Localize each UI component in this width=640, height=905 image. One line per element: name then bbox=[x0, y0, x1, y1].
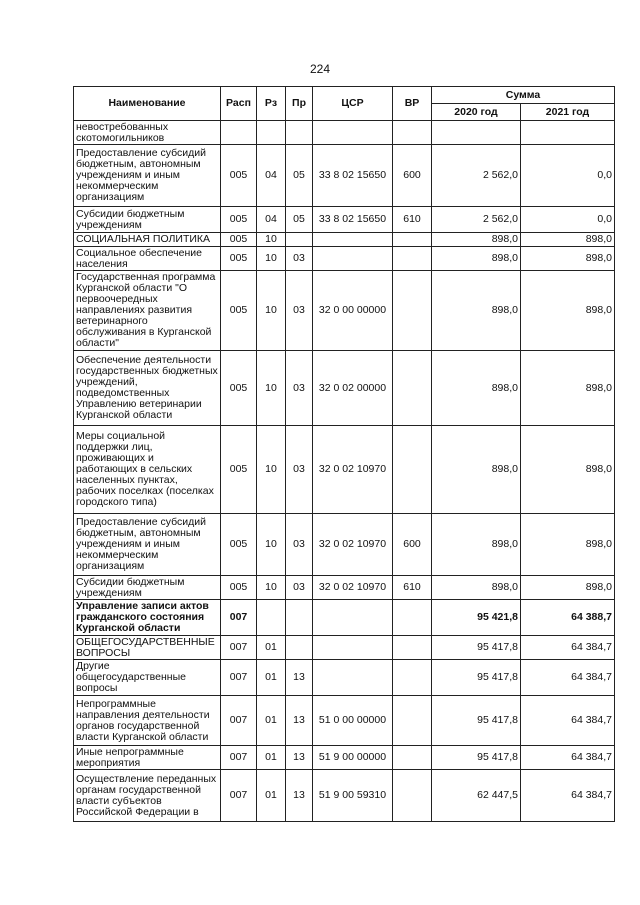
row-sum-2021: 898,0 bbox=[521, 247, 615, 271]
row-rz: 01 bbox=[257, 770, 286, 822]
row-csr bbox=[313, 121, 393, 145]
row-csr: 51 9 00 59310 bbox=[313, 770, 393, 822]
row-rasp: 005 bbox=[221, 247, 257, 271]
row-vr bbox=[393, 426, 432, 514]
row-sum-2020: 2 562,0 bbox=[432, 207, 521, 233]
row-vr bbox=[393, 271, 432, 351]
row-csr: 32 0 02 10970 bbox=[313, 576, 393, 600]
row-csr: 51 0 00 00000 bbox=[313, 696, 393, 746]
row-sum-2021: 898,0 bbox=[521, 233, 615, 247]
row-pr: 05 bbox=[286, 207, 313, 233]
row-vr bbox=[393, 746, 432, 770]
row-sum-2020: 898,0 bbox=[432, 514, 521, 576]
row-csr bbox=[313, 660, 393, 696]
row-pr: 03 bbox=[286, 576, 313, 600]
row-rz: 10 bbox=[257, 351, 286, 426]
row-vr bbox=[393, 696, 432, 746]
row-sum-2020: 898,0 bbox=[432, 271, 521, 351]
row-name: Непрограммные направления деятельности органов государственной власти Курганской области bbox=[74, 696, 221, 746]
header-year-2021: 2021 год bbox=[521, 104, 615, 121]
row-csr bbox=[313, 600, 393, 636]
table-row bbox=[74, 145, 615, 207]
row-pr: 13 bbox=[286, 696, 313, 746]
row-pr: 03 bbox=[286, 271, 313, 351]
row-rasp: 007 bbox=[221, 696, 257, 746]
table-row bbox=[74, 247, 615, 271]
row-pr: 03 bbox=[286, 514, 313, 576]
row-pr: 13 bbox=[286, 746, 313, 770]
table-row bbox=[74, 770, 615, 822]
row-rasp: 007 bbox=[221, 636, 257, 660]
row-vr bbox=[393, 233, 432, 247]
table-row bbox=[74, 660, 615, 696]
table-row bbox=[74, 746, 615, 770]
row-vr: 600 bbox=[393, 514, 432, 576]
row-pr: 03 bbox=[286, 247, 313, 271]
header-rz: Рз bbox=[257, 87, 286, 121]
row-vr bbox=[393, 121, 432, 145]
row-sum-2021: 898,0 bbox=[521, 351, 615, 426]
table-row bbox=[74, 207, 615, 233]
row-name: Предоставление субсидий бюджетным, автономным учреждениям и иным некоммерческим организациям bbox=[74, 145, 221, 207]
row-name: Другие общегосударственные вопросы bbox=[74, 660, 221, 696]
row-sum-2020: 2 562,0 bbox=[432, 145, 521, 207]
row-sum-2020: 898,0 bbox=[432, 247, 521, 271]
row-pr: 13 bbox=[286, 770, 313, 822]
row-sum-2020: 62 447,5 bbox=[432, 770, 521, 822]
row-rz: 10 bbox=[257, 514, 286, 576]
row-vr: 600 bbox=[393, 145, 432, 207]
table-row bbox=[74, 576, 615, 600]
row-vr bbox=[393, 770, 432, 822]
row-rasp: 007 bbox=[221, 770, 257, 822]
row-vr: 610 bbox=[393, 576, 432, 600]
row-vr bbox=[393, 351, 432, 426]
row-name: Субсидии бюджетным учреждениям bbox=[74, 207, 221, 233]
row-csr: 33 8 02 15650 bbox=[313, 207, 393, 233]
row-vr bbox=[393, 636, 432, 660]
row-sum-2020: 95 417,8 bbox=[432, 660, 521, 696]
row-sum-2021: 898,0 bbox=[521, 576, 615, 600]
row-rz: 04 bbox=[257, 145, 286, 207]
row-rz: 01 bbox=[257, 660, 286, 696]
row-sum-2020: 898,0 bbox=[432, 426, 521, 514]
row-rasp: 005 bbox=[221, 145, 257, 207]
row-csr: 32 0 02 00000 bbox=[313, 351, 393, 426]
row-vr: 610 bbox=[393, 207, 432, 233]
row-name: Субсидии бюджетным учреждениям bbox=[74, 576, 221, 600]
row-sum-2020: 898,0 bbox=[432, 233, 521, 247]
row-sum-2021: 898,0 bbox=[521, 426, 615, 514]
row-pr bbox=[286, 600, 313, 636]
row-rasp: 005 bbox=[221, 426, 257, 514]
row-rz: 10 bbox=[257, 271, 286, 351]
table-row bbox=[74, 271, 615, 351]
row-name: Социальное обеспечение населения bbox=[74, 247, 221, 271]
row-sum-2021: 0,0 bbox=[521, 207, 615, 233]
row-csr: 32 0 02 10970 bbox=[313, 426, 393, 514]
row-name: Государственная программа Курганской области "О первоочередных направлениях развития ветеринарного обслуживания в Курганской области" bbox=[74, 271, 221, 351]
row-csr bbox=[313, 247, 393, 271]
row-name: СОЦИАЛЬНАЯ ПОЛИТИКА bbox=[74, 233, 221, 247]
row-pr bbox=[286, 636, 313, 660]
row-rasp: 007 bbox=[221, 746, 257, 770]
header-csr: ЦСР bbox=[313, 87, 393, 121]
row-pr bbox=[286, 233, 313, 247]
row-sum-2021: 898,0 bbox=[521, 271, 615, 351]
row-sum-2020: 95 417,8 bbox=[432, 746, 521, 770]
row-name: Меры социальной поддержки лиц, проживающих и работающих в сельских населенных пунктах, рабочих поселках (поселках городского типа) bbox=[74, 426, 221, 514]
row-sum-2021: 0,0 bbox=[521, 145, 615, 207]
table-row bbox=[74, 426, 615, 514]
table-row bbox=[74, 636, 615, 660]
row-vr bbox=[393, 660, 432, 696]
row-name: Обеспечение деятельности государственных бюджетных учреждений, подведомственных Управлению ветеринарии Курганской области bbox=[74, 351, 221, 426]
header-year-2020: 2020 год bbox=[432, 104, 521, 121]
row-sum-2020: 898,0 bbox=[432, 576, 521, 600]
row-rasp: 005 bbox=[221, 271, 257, 351]
row-rasp bbox=[221, 121, 257, 145]
table-body bbox=[74, 121, 615, 822]
row-rasp: 007 bbox=[221, 660, 257, 696]
row-rasp: 005 bbox=[221, 514, 257, 576]
header-sum: Сумма bbox=[432, 87, 615, 104]
row-sum-2021: 64 384,7 bbox=[521, 696, 615, 746]
row-sum-2020: 898,0 bbox=[432, 351, 521, 426]
row-sum-2020: 95 417,8 bbox=[432, 636, 521, 660]
row-rasp: 005 bbox=[221, 207, 257, 233]
row-rasp: 007 bbox=[221, 600, 257, 636]
row-rz bbox=[257, 121, 286, 145]
table-row bbox=[74, 233, 615, 247]
row-sum-2021: 64 384,7 bbox=[521, 660, 615, 696]
row-rz: 10 bbox=[257, 576, 286, 600]
row-sum-2020: 95 417,8 bbox=[432, 696, 521, 746]
row-sum-2020: 95 421,8 bbox=[432, 600, 521, 636]
row-rz: 10 bbox=[257, 233, 286, 247]
header-pr: Пр bbox=[286, 87, 313, 121]
header-name: Наименование bbox=[74, 87, 221, 121]
row-rz: 01 bbox=[257, 636, 286, 660]
row-name: Осуществление переданных органам государственной власти субъектов Российской Федерации в bbox=[74, 770, 221, 822]
row-sum-2021: 64 384,7 bbox=[521, 746, 615, 770]
row-vr bbox=[393, 600, 432, 636]
row-rasp: 005 bbox=[221, 233, 257, 247]
header-vr: ВР bbox=[393, 87, 432, 121]
table-row bbox=[74, 600, 615, 636]
row-csr: 33 8 02 15650 bbox=[313, 145, 393, 207]
row-sum-2021 bbox=[521, 121, 615, 145]
row-pr: 03 bbox=[286, 351, 313, 426]
row-sum-2021: 64 388,7 bbox=[521, 600, 615, 636]
row-name: ОБЩЕГОСУДАРСТВЕННЫЕ ВОПРОСЫ bbox=[74, 636, 221, 660]
row-pr: 13 bbox=[286, 660, 313, 696]
row-csr: 32 0 02 10970 bbox=[313, 514, 393, 576]
row-sum-2020 bbox=[432, 121, 521, 145]
row-rz: 04 bbox=[257, 207, 286, 233]
row-rasp: 005 bbox=[221, 351, 257, 426]
row-rasp: 005 bbox=[221, 576, 257, 600]
row-name: Иные непрограммные мероприятия bbox=[74, 746, 221, 770]
row-csr: 32 0 00 00000 bbox=[313, 271, 393, 351]
page-number: 224 bbox=[309, 62, 331, 76]
row-rz: 10 bbox=[257, 247, 286, 271]
row-vr bbox=[393, 247, 432, 271]
row-csr bbox=[313, 636, 393, 660]
table-row bbox=[74, 121, 615, 145]
row-pr bbox=[286, 121, 313, 145]
row-sum-2021: 64 384,7 bbox=[521, 636, 615, 660]
row-pr: 03 bbox=[286, 426, 313, 514]
row-sum-2021: 64 384,7 bbox=[521, 770, 615, 822]
row-name: Предоставление субсидий бюджетным, автономным учреждениям и иным некоммерческим организациям bbox=[74, 514, 221, 576]
row-csr bbox=[313, 233, 393, 247]
row-pr: 05 bbox=[286, 145, 313, 207]
row-rz: 01 bbox=[257, 696, 286, 746]
row-rz bbox=[257, 600, 286, 636]
header-rasp: Расп bbox=[221, 87, 257, 121]
table-row bbox=[74, 696, 615, 746]
row-name: Управление записи актов гражданского состояния Курганской области bbox=[74, 600, 221, 636]
row-sum-2021: 898,0 bbox=[521, 514, 615, 576]
row-csr: 51 9 00 00000 bbox=[313, 746, 393, 770]
table-row bbox=[74, 351, 615, 426]
row-rz: 01 bbox=[257, 746, 286, 770]
table-row bbox=[74, 514, 615, 576]
row-name: невостребованных скотомогильников bbox=[74, 121, 221, 145]
row-rz: 10 bbox=[257, 426, 286, 514]
header-row-top bbox=[74, 87, 615, 104]
budget-table bbox=[73, 86, 615, 822]
